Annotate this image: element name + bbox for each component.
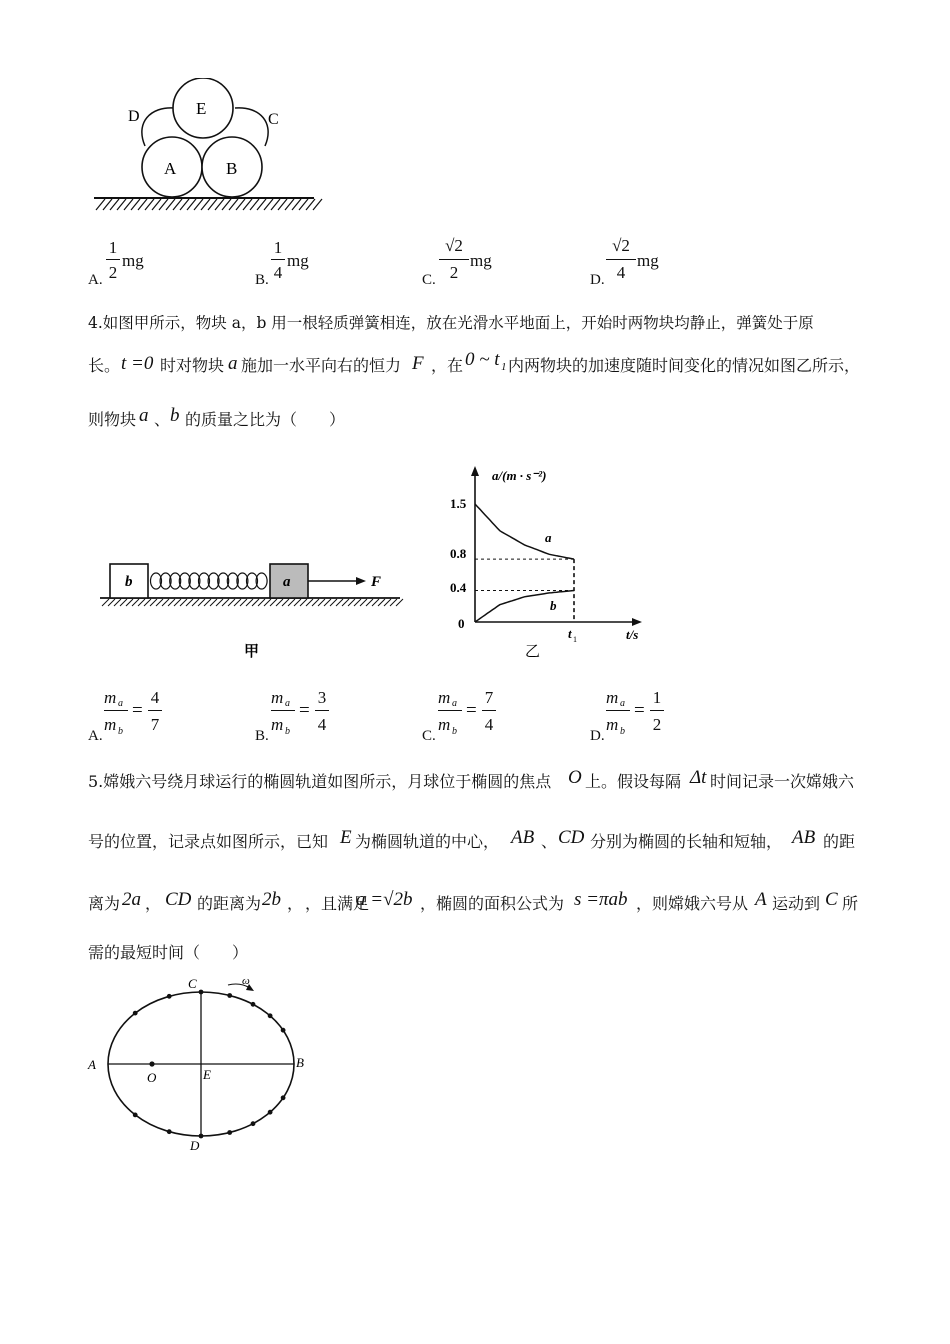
hatch-stroke: [324, 599, 331, 606]
y-tick-1.5: 1.5: [450, 496, 467, 511]
frac-numerator: m: [438, 688, 451, 707]
frac-bar: [106, 259, 120, 260]
frac-bar: [315, 710, 329, 711]
record-point: [227, 1130, 232, 1135]
math-2b: 2b: [262, 889, 281, 910]
option-letter: A.: [88, 272, 103, 288]
t1-tick-sub: 1: [573, 635, 577, 644]
text: 长。: [88, 356, 121, 375]
hatch-stroke: [210, 599, 217, 606]
hatch-stroke: [186, 599, 193, 606]
hatch-stroke: [198, 599, 205, 606]
text: 内两物块的加速度随时间变化的情况如图乙所示，: [508, 356, 861, 375]
frac-numerator: m: [104, 688, 117, 707]
q3-option-a[interactable]: [88, 236, 238, 288]
frac-numerator: m: [271, 688, 284, 707]
hatch-stroke: [138, 599, 145, 606]
math-dt: Δt: [690, 767, 707, 788]
text: 时对物块: [160, 356, 225, 375]
hatch-stroke: [222, 599, 229, 606]
text: 分别为椭圆的长轴和短轴，: [590, 832, 783, 851]
math-a: a: [228, 353, 238, 374]
record-point: [199, 990, 204, 995]
y-tick-0.8: 0.8: [450, 546, 467, 561]
equals: =: [466, 700, 477, 721]
frac-numerator: 1: [652, 688, 662, 707]
record-point: [281, 1028, 286, 1033]
hatch-stroke: [342, 599, 349, 606]
text: 5.嫦娥六号绕月球运行的椭圆轨道如图所示，月球位于椭圆的焦点: [88, 772, 552, 791]
q4-option-b[interactable]: [255, 688, 405, 746]
hatch-stroke: [384, 599, 391, 606]
hatch-stroke: [336, 599, 343, 606]
math-CD: CD: [165, 889, 192, 910]
point-d-label: D: [190, 1138, 200, 1153]
frac-denominator: 4: [317, 715, 327, 734]
sub: a: [285, 698, 290, 709]
hatch-stroke: [162, 599, 169, 606]
point-a-label: A: [88, 1057, 96, 1072]
hatch-stroke: [192, 599, 199, 606]
math-range: 0 ~ t: [465, 349, 500, 370]
hatch-stroke: [174, 599, 181, 606]
record-point: [133, 1113, 138, 1118]
q3-option-b[interactable]: [255, 236, 405, 288]
center-e-label: E: [203, 1067, 211, 1082]
focus-point: [149, 1061, 154, 1066]
label-d: D: [128, 108, 140, 125]
text: 为椭圆轨道的中心，: [355, 832, 500, 851]
ellipse-orbit-figure: [84, 970, 314, 1158]
record-point: [251, 1002, 256, 1007]
text: 、: [154, 410, 171, 429]
option-letter: C.: [422, 272, 436, 288]
frac-bar: [439, 259, 469, 260]
hatch-stroke: [204, 599, 211, 606]
unit: mg: [287, 251, 309, 270]
hatch-stroke: [150, 599, 157, 606]
math-area: s =πab: [574, 889, 628, 910]
frac-bar: [482, 710, 496, 711]
record-point: [281, 1095, 286, 1100]
record-point: [268, 1110, 273, 1115]
text: 、: [541, 832, 558, 851]
force-label: F: [371, 574, 382, 590]
math-a: a: [139, 405, 149, 426]
unit: mg: [470, 251, 492, 270]
q4-line3: [88, 406, 488, 436]
hatch-stroke: [312, 599, 319, 606]
spring: [151, 573, 268, 589]
hatch-stroke: [270, 599, 277, 606]
sub: b: [452, 726, 457, 737]
curve-a-label: a: [545, 530, 552, 545]
math-2a: 2a: [122, 889, 141, 910]
x-axis-label: t/s: [626, 627, 639, 642]
text: 时间记录一次嫦娥六: [710, 772, 855, 791]
series-group: [475, 504, 574, 622]
frac-denominator: 2: [652, 715, 662, 734]
label-a: A: [164, 159, 177, 178]
equals: =: [132, 700, 143, 721]
frac-bar: [606, 259, 636, 260]
q5-line3: [88, 886, 888, 916]
unit: mg: [122, 251, 144, 270]
hatch-stroke: [156, 599, 163, 606]
frac-denominator: m: [104, 715, 117, 734]
label-e: E: [196, 99, 207, 118]
text: 所: [842, 894, 859, 913]
hatch-stroke: [126, 599, 133, 606]
hatch-stroke: [318, 599, 325, 606]
math-E: E: [340, 827, 352, 848]
math-O: O: [568, 767, 582, 788]
frac-numerator: m: [606, 688, 619, 707]
point-c-label: C: [188, 976, 197, 991]
frac-bar: [148, 710, 162, 711]
text: 号的位置，记录点如图所示，已知: [88, 832, 329, 851]
y-tick-0: 0: [458, 616, 465, 631]
equals: =: [299, 700, 310, 721]
hatch-stroke: [180, 599, 187, 606]
hatch-stroke: [144, 599, 151, 606]
label-b: B: [226, 159, 238, 178]
hatch-stroke: [330, 599, 337, 606]
hatch-stroke: [216, 599, 223, 606]
figure-yi-chart: [440, 462, 660, 662]
frac-bar: [104, 710, 128, 711]
sub: a: [118, 698, 123, 709]
frac-denominator: 7: [150, 715, 160, 734]
q4-option-a[interactable]: [88, 688, 238, 746]
math-AB: AB: [792, 827, 816, 848]
hatch-stroke: [168, 599, 175, 606]
force-arrow-head: [356, 577, 366, 585]
math-F: F: [412, 353, 424, 374]
math-condition: a =√2b: [356, 889, 413, 910]
frac-bar: [271, 259, 285, 260]
frac-numerator: √2: [612, 236, 630, 255]
frac-numerator: 4: [150, 688, 160, 707]
frac-denominator: 2: [449, 263, 459, 282]
q4-line2: [88, 349, 888, 382]
hatch-stroke: [288, 599, 295, 606]
frac-bar: [271, 710, 295, 711]
sub: b: [285, 726, 290, 737]
option-letter: C.: [422, 728, 436, 744]
hatch-stroke: [378, 599, 385, 606]
hatch-stroke: [258, 599, 265, 606]
q3-option-c[interactable]: [422, 234, 572, 288]
q5-line2: [88, 826, 888, 856]
text: 施加一水平向右的恒力: [241, 356, 402, 375]
text: ，椭圆的面积公式为: [420, 894, 565, 913]
record-point: [167, 994, 172, 999]
record-point: [227, 993, 232, 998]
equals: =: [634, 700, 645, 721]
floor-hatch: [102, 599, 403, 606]
record-point: [167, 1129, 172, 1134]
text: 则物块: [88, 410, 137, 429]
hatch-stroke: [234, 599, 241, 606]
frac-denominator: m: [438, 715, 451, 734]
hatch-stroke: [300, 599, 307, 606]
label-c: C: [268, 111, 279, 128]
frac-numerator: 1: [273, 238, 283, 257]
frac-numerator: 7: [484, 688, 494, 707]
y-axis-arrow: [471, 466, 479, 476]
frac-denominator: 4: [273, 263, 283, 282]
hatch-stroke: [294, 599, 301, 606]
text: ，: [287, 894, 304, 913]
hatch-stroke: [114, 599, 121, 606]
frac-bar: [606, 710, 630, 711]
hatch-stroke: [228, 599, 235, 606]
frac-denominator: 4: [484, 715, 494, 734]
text: 运动到: [772, 894, 821, 913]
figure-jia: [96, 556, 406, 661]
sub: a: [452, 698, 457, 709]
hatch-stroke: [240, 599, 247, 606]
guide-lines: [475, 559, 574, 622]
text: 的距离为: [197, 894, 262, 913]
text: ，: [145, 894, 162, 913]
record-point: [268, 1013, 273, 1018]
frac-numerator: 3: [317, 688, 327, 707]
hatch-stroke: [354, 599, 361, 606]
caption-yi: 乙: [525, 644, 541, 660]
option-letter: B.: [255, 728, 269, 744]
frac-bar: [650, 710, 664, 711]
math-AB: AB: [511, 827, 535, 848]
math-C: C: [825, 889, 838, 910]
record-point: [133, 1011, 138, 1016]
sub: b: [620, 726, 625, 737]
y-axis-label: a/(m · s⁻²): [492, 468, 547, 483]
hatch-stroke: [132, 599, 139, 606]
point-b-label: B: [296, 1055, 304, 1070]
text: ，则嫦娥六号从: [636, 894, 749, 913]
frac-bar: [438, 710, 462, 711]
block-a-label: a: [283, 574, 291, 590]
option-letter: D.: [590, 272, 605, 288]
q5-line4: 需的最短时间（ ）: [88, 943, 249, 962]
hatch-stroke: [360, 599, 367, 606]
caption-jia: 甲: [244, 644, 260, 660]
hatch-stroke: [282, 599, 289, 606]
curve-b-label: b: [550, 598, 557, 613]
frac-denominator: m: [271, 715, 284, 734]
q3-option-d[interactable]: [590, 234, 740, 288]
text: 离为: [88, 894, 121, 913]
math-t0: t =0: [121, 353, 154, 374]
hatch-stroke: [396, 599, 403, 606]
series-b-line: [475, 591, 574, 623]
q5-line1: [88, 766, 888, 796]
hatch-stroke: [372, 599, 379, 606]
series-a-line: [475, 504, 574, 559]
text: 的距: [823, 832, 856, 851]
q4-option-c[interactable]: [422, 688, 572, 746]
text: 的质量之比为（ ）: [185, 410, 346, 429]
q4-option-d[interactable]: [590, 688, 740, 746]
hatch-stroke: [306, 599, 313, 606]
hatch-stroke: [348, 599, 355, 606]
frac-denominator: 2: [108, 263, 118, 282]
hatch-stroke: [108, 599, 115, 606]
hatch-stroke: [102, 599, 109, 606]
t1-tick: t: [568, 626, 572, 641]
frac-denominator: m: [606, 715, 619, 734]
y-tick-0.4: 0.4: [450, 580, 467, 595]
frac-numerator: √2: [445, 236, 463, 255]
omega-label: ω: [242, 975, 250, 987]
frac-numerator: 1: [108, 238, 118, 257]
hatch-stroke: [264, 599, 271, 606]
hatch-stroke: [246, 599, 253, 606]
record-point: [251, 1121, 256, 1126]
sub: b: [118, 726, 123, 737]
hatch-stroke: [120, 599, 127, 606]
math-range-sub: 1: [501, 361, 507, 373]
text: 上。假设每隔: [585, 772, 682, 791]
sub: a: [620, 698, 625, 709]
unit: mg: [637, 251, 659, 270]
text: ，在: [431, 356, 464, 375]
math-b: b: [170, 405, 180, 426]
x-axis-arrow: [632, 618, 642, 626]
q4-line1: 4.如图甲所示，物块 a，b 用一根轻质弹簧相连，放在光滑水平地面上，开始时两物块均静止，弹簧处于原: [88, 314, 814, 332]
option-letter: A.: [88, 728, 103, 744]
hatch-stroke: [390, 599, 397, 606]
hatch-stroke: [366, 599, 373, 606]
cylinders-figure: [80, 78, 330, 218]
focus-o-label: O: [147, 1070, 157, 1085]
block-b-label: b: [125, 574, 133, 590]
math-A: A: [755, 889, 767, 910]
option-letter: D.: [590, 728, 605, 744]
frac-denominator: 4: [616, 263, 626, 282]
math-CD: CD: [558, 827, 585, 848]
ground-hatch: [96, 199, 322, 210]
hatch-stroke: [252, 599, 259, 606]
option-letter: B.: [255, 272, 269, 288]
hatch-stroke: [276, 599, 283, 606]
text: ，且满足: [305, 894, 370, 913]
